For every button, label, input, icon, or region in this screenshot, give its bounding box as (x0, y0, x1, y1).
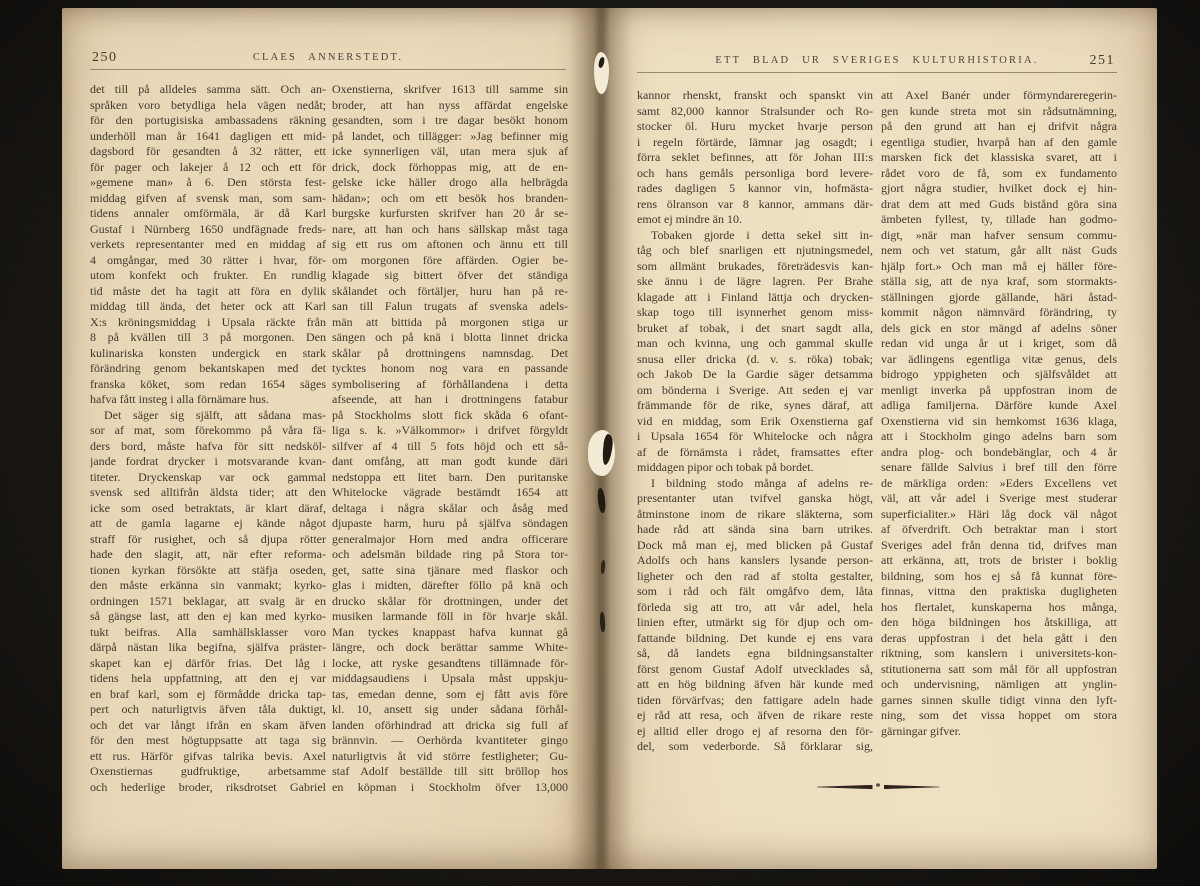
text-line: hjälp fort.» Och man må ej häller före- (881, 258, 1117, 273)
text-line: tidens hela uppfattning, att den ej var (90, 671, 326, 685)
text-line: Gustaf i Nürnberg 1650 undfägnade freds- (90, 221, 326, 236)
text-line: menligt inverka på uppfostran inom de (881, 382, 1117, 397)
left-running-title: CLAES ANNERSTEDT. (252, 52, 404, 63)
text-line: åtminstone inom de rikare släkterna, som (637, 506, 873, 521)
text-line: längre, och dock berättar samme White- (332, 640, 568, 654)
text-line: middag till ända, det heter ock att Karl (90, 299, 326, 313)
text-line: i regeln förtärde, lämnar jag osagdt; i (637, 134, 873, 149)
text-line: landen oförhindrad att dricka sig full af (332, 717, 568, 732)
text-line: kulinariska konsten undergick en stark (90, 345, 326, 360)
text-line: I bildning stodo många af adelns re- (651, 475, 873, 490)
text-line: hafva fått insteg i alla förnämare hus. (90, 392, 269, 406)
tailpiece-rule-right (884, 785, 940, 790)
text-line: tycktes honom nog vara en passande (332, 361, 568, 375)
text-line: klagade sig bittert öfver det ständiga (332, 268, 568, 282)
text-line: glas i midten, därefter föllo på knä och (332, 578, 568, 592)
text-line: ställningen gjorde gällande, häri åstad- (881, 289, 1117, 304)
text-line: för den mest högtuppsatte att taga sig (90, 733, 326, 747)
text-line: som allmänt brukades, företrädesvis kan- (637, 258, 873, 273)
text-line: gjort några studier, hvilket dock ej hin- (881, 181, 1117, 195)
text-line: »gemene man» å 6. Den största fest- (90, 175, 326, 189)
text-line: bildning, som hos ej så få kunnat före- (881, 568, 1117, 583)
text-line: Dock må man ej, med blicken på Gustaf (637, 537, 873, 552)
text-line: naturligtvis åt vid större festligheter; Gu- (332, 748, 568, 763)
text-line: ordningen 1571 beklagar, att svalg är en (90, 593, 326, 608)
text-line: Oxenstierna vid sin hemkomst 1636 klaga, (881, 413, 1117, 428)
text-line: stitutionerna satt som mål för all uppfostran (881, 661, 1117, 676)
text-line: förändring genom bekantskapen med det (90, 361, 326, 375)
text-line: sig ett rus om aftonen och ännu ett till (332, 237, 568, 251)
text-line: kl. 10, ansett sig under sådana förhål- (332, 702, 568, 716)
text-column (332, 82, 568, 795)
text-line: att erkänna, att, trots de brister i boklig (881, 553, 1117, 567)
text-line: klagade att i Finland lättja och drycken- (637, 289, 873, 304)
text-line: språken voro betydliga hela vägen nedåt; (90, 97, 326, 112)
text-line: därpå nästan lika begifna, själfva präster- (90, 640, 326, 654)
text-line: främmande för de rike, synes däraf, att (637, 398, 873, 412)
text-line: dagsbord för gesandten å 32 rätter, ett (90, 144, 326, 158)
text-line: digt, »när man hafver sensum commu- (881, 227, 1117, 242)
left-page-number: 250 (92, 50, 118, 65)
text-line: locke, att ryske gesandtens tillämnade för- (332, 655, 568, 670)
text-line: att de gamla lagarne ej kände något (90, 516, 326, 530)
text-line: rens ölranson var 8 kannor, ammans där- (637, 196, 873, 211)
text-line: ämbeten fyllest, ty, tillade han godmo- (881, 212, 1117, 226)
text-line: af öfverdrift. Och betraktar man i stort (881, 522, 1117, 536)
right-page-header (637, 53, 1117, 69)
text-column (881, 88, 1117, 739)
text-line: Adolfs och hans kanslers lysande person- (637, 553, 873, 567)
text-line: vid en middag, som Erik Oxenstierna gaf (637, 413, 873, 428)
text-line: Oxenstiernas gudfruktige, arbetsamme (90, 764, 326, 778)
text-line: var ädlingens egentliga vitæ genus, dels (881, 351, 1117, 366)
text-line: tukt beifras. Alla samhällsklasser voro (90, 624, 326, 639)
text-line: utom konfekt och frukter. En rundlig (90, 268, 326, 282)
text-line: ställa sig, att de nya kraf, som stormakts- (881, 274, 1117, 288)
text-line: skålandet och förtäljer, huru han på re- (332, 283, 568, 298)
text-line: af de förnämsta i rådet, framsattes efter (637, 444, 873, 459)
text-line: symbolisering af förhållandena i detta (332, 376, 568, 391)
text-line: förleda sig att tro, att vår adel, hela (637, 599, 873, 614)
text-line: skålar på drottningens namnsdag. Det (332, 345, 568, 360)
text-line: deras uppfostran i det hela gått i den (881, 630, 1117, 645)
text-line: sängen och på knä i blotta linnet dricka (332, 330, 568, 344)
text-line: bidrogo yppigheten och själfsvåldet att (881, 367, 1117, 381)
text-line: nare, att han och hans sällskap måst taga (332, 221, 568, 236)
right-page (600, 8, 1157, 869)
text-line: bruket af tobak, i det snart sagdt alla, (637, 320, 873, 335)
text-line: tiden förvärfvas; den fattigare adeln hade (637, 692, 873, 707)
text-line: man och kvinna, ung och gammal skulle (637, 336, 873, 350)
text-line: om morgonen före affärden. Ogier be- (332, 252, 568, 267)
text-line: 8 på kvällen till 3 på morgonen. Den (90, 330, 326, 344)
tailpiece-ornament (812, 782, 944, 792)
text-line: en köpman i Stockholm öfver 13,000 (332, 779, 568, 794)
text-line: ske ännu i de lägre lagren. Per Brahe (637, 274, 873, 288)
text-line: X:s kröningsmiddag i Upsala räckte från (90, 314, 326, 329)
text-line: middag gifven af svensk man, som sam- (90, 190, 326, 205)
text-line: Oxenstierna, skrifver 1613 till samme sin (332, 82, 568, 96)
text-line: hade råd att sända sina barn utrikes. (637, 522, 873, 536)
text-line: väl, att vår adel i Sverige mest studerar (881, 491, 1117, 505)
text-line: ej alltid eller drogo ej af resorna den för- (637, 723, 873, 738)
text-line: tionen kyrkan försökte att stäfja oseden, (90, 562, 326, 577)
text-line: nedstoppa ett litet barn. Den puritanske (332, 469, 568, 484)
text-line: det till på alldeles samma sätt. Och an- (90, 82, 326, 96)
text-line: och hans gemåls personliga bord levere- (637, 165, 873, 180)
text-line: och adelsmän bildade ring på Stora tor- (332, 547, 568, 561)
text-line: för pager och lakejer å 12 och ett för (90, 159, 326, 174)
text-line: nem och vet statum, går allt näst Guds (881, 243, 1117, 257)
text-line: och undervisning, nämligen att ynglin- (881, 677, 1117, 691)
text-line: ligheter och den rad af stolta gestalter, (637, 568, 873, 583)
text-line: de märkliga orden: »Eders Excellens vet (881, 475, 1117, 490)
text-line: snusa eller dricka (d. v. s. röka) tobak; (637, 351, 873, 366)
text-line: för den portugisiska ambassadens räkning (90, 113, 326, 127)
text-line: titeter. Dryckenskap var ock gammal (90, 469, 326, 484)
text-line: garnes sinnen skulle tidigt vinna den lyft- (881, 692, 1117, 707)
text-line: kannor rhenskt, franskt och spanskt vin (637, 88, 873, 102)
text-line: så gängse last, att den ej kan med kyrko- (90, 609, 326, 623)
text-line: hädan»; och om ett besök hos branden- (332, 190, 568, 205)
text-line: brännvin. — Oerhörda kvantiteter gingo (332, 733, 568, 747)
text-line: först genom Gustaf Adolf utvecklades så, (637, 661, 873, 676)
text-line: jande fordrat drycker i motsvarande kvan- (90, 454, 326, 468)
text-line: Det säger sig själft, att sådana mas- (104, 407, 326, 422)
text-line: tid måste det ha tagit att föra en dylik (90, 283, 326, 298)
text-line: finnas, vittna den praktiska dugligheten (881, 584, 1117, 598)
right-page-number: 251 (1089, 53, 1115, 68)
header-rule (90, 69, 566, 70)
text-line: och Jakob De la Gardie säger detsamma (637, 367, 873, 381)
text-line: på den grund att han ej drifvit några (881, 119, 1117, 133)
text-line: i Upsala 1654 för Whitelocke och några (637, 429, 873, 443)
text-line: superficialiter.» Häri låg dock väl något (881, 506, 1117, 521)
text-line: svensk sed alltifrån äldsta tider; att den (90, 485, 326, 499)
text-line: silfver af 4 till 5 fots höjd och ett så- (332, 438, 568, 453)
text-line: linien efter, utmärkt sig för djup och om- (637, 615, 873, 629)
text-line: sor af mat, som förekommo på våra fä- (90, 423, 326, 437)
text-line: drucko skålar för drottningen, under det (332, 593, 568, 608)
text-line: rades dagligen 5 kannor vin, hofmästa- (637, 181, 873, 195)
text-line: Tobaken gjorde i detta sekel sitt in- (651, 227, 873, 242)
text-line: Whitelocke vägrade bestämdt 1654 att (332, 485, 568, 499)
text-line: Sveriges adel från denna tid, drifves man (881, 537, 1117, 552)
text-line: 4 omgångar, med 30 rätter i hvar, för- (90, 252, 326, 267)
text-line: san till Falun trugats af svenska adels- (332, 299, 568, 313)
text-line: underhöll man år 1641 dagligen ett mid- (90, 128, 326, 143)
text-line: liga s. k. »Välkommor» i drifvet förgyldt (332, 423, 568, 437)
text-line: den måste erkänna sin vanmakt; kyrko- (90, 578, 326, 592)
text-line: samt 82,000 kannor Stralsunder och Ro- (637, 103, 873, 118)
text-line: middagsaudiens i Upsala måst uppskju- (332, 671, 568, 685)
text-line: den höga bildningen hos åtskilliga, att (881, 615, 1117, 629)
text-line: kommit någon nämnvärd förändring, ty (881, 305, 1117, 319)
text-line: presentanter utan tvifvel ganska högt, (637, 491, 873, 505)
text-line: skap togo till isynnerhet genom miss- (637, 305, 873, 319)
text-line: franska köket, som redan 1654 säges (90, 376, 326, 391)
text-line: pert och naturligtvis äfven tåla duktigt, (90, 702, 326, 716)
text-line: musiken larmande föll in för hvarje skål. (332, 609, 568, 623)
text-line: rådet voro de få, som ex fundamento (881, 165, 1117, 180)
text-column (90, 82, 326, 795)
text-line: fattande bildning. Det kunde ej ens vara (637, 630, 873, 645)
text-line: emot ej mindre än 10. (637, 212, 742, 226)
text-line: senare fällde Salvius i bref till den förre (881, 460, 1117, 474)
text-line: hade den slagit, att, när efter reforma- (90, 547, 326, 561)
text-line: drat dem att med Guds bistånd göra sina (881, 196, 1117, 211)
text-line: redan vid unga år ut i kriget, som då (881, 336, 1117, 350)
text-line: ett rus. Härför gifvas talrika bevis. Axel (90, 748, 326, 763)
text-line: och hederlige broder, riksdrotset Gabriel (90, 779, 326, 794)
text-line: djupaste harm, huru på själfva söndagen (332, 516, 568, 530)
text-line: staf Adolf beställde till sitt bröllop hos (332, 764, 568, 778)
text-line: ders bord, måste hafva för sitt nedsköl- (90, 438, 326, 453)
text-line: män att bittida på morgonen stiga ur (332, 314, 568, 329)
text-line: tidens annaler omförmäla, är då Karl (90, 206, 326, 220)
text-line: del, som vederborde. Så förklarar sig, (637, 739, 873, 753)
text-line: att i Stockholm gingo adelns barn som (881, 429, 1117, 443)
tailpiece-rule-left (817, 785, 873, 790)
left-page-header (90, 50, 566, 66)
text-line: marsken fick det klassiska svaret, att i (881, 150, 1117, 164)
text-line: hos flertalet, kunskaperna hos många, (881, 599, 1117, 614)
text-line: på Stockholms slott fick skåda 6 ofant- (332, 407, 568, 422)
text-line: dels gick en stor mängd af adelns söner (881, 320, 1117, 335)
text-line: att Axel Banér under förmyndareregerin- (881, 88, 1117, 102)
text-line: icke synnerligen väl, utan mera sjuk af (332, 144, 568, 158)
text-line: generalmajor Horn med andra officerare (332, 531, 568, 546)
text-line: och det var långt ifrån en skam äfven (90, 717, 326, 732)
text-line: Man tyckes knappast hafva kunnat gå (332, 624, 568, 639)
text-line: dant omfång, att man godt kunde däri (332, 454, 568, 468)
text-line: en braf karl, som ej förmådde dricka tap- (90, 686, 326, 701)
text-column (637, 88, 873, 755)
text-line: middagen pipor och tobak på bordet. (637, 460, 814, 474)
text-line: egentliga studier, hvarpå han af den gamle (881, 134, 1117, 149)
text-line: skapet kan ej därför frias. Det låg i (90, 655, 326, 670)
text-line: verkets representanter med en middag af (90, 237, 326, 251)
text-line: att en hög bildning äfven här kunde med (637, 677, 873, 691)
text-line: get, satte sina tjänare med flaskor och (332, 562, 568, 577)
text-line: så, då landets egna bildningsanstalter (637, 646, 873, 660)
left-page (62, 8, 600, 869)
text-line: gelske icke häller drogo alla helbrägda (332, 175, 568, 189)
text-line: riktning, som kanslern i universitets-kon- (881, 646, 1117, 660)
text-line: adliga familjerna. Därföre kunde Axel (881, 398, 1117, 412)
text-line: förra seklet befinnes, att för Johan III:s (637, 150, 873, 164)
header-rule (637, 72, 1117, 73)
text-line: gärningar gifver. (881, 723, 961, 738)
text-line: stocker öl. Huru mycket hvarje person (637, 119, 873, 133)
text-line: broder, att han nyss affärdat engelske (332, 97, 568, 112)
text-line: afseende, att han i drottningens fatabur (332, 392, 568, 406)
text-line: drick, dock förhoppas mig, att de en- (332, 159, 568, 174)
text-line: tåg och blef snarligen ett njutningsmedel, (637, 243, 873, 257)
text-line: ej råd att resa, och äfven de rikare reste (637, 708, 873, 722)
text-line: tas, emedan denne, som ej fått avis före (332, 686, 568, 701)
text-line: gesandten, som i tre dagar besökt honom (332, 113, 568, 127)
text-line: burgske kurfursten skrifver han 20 år se- (332, 206, 568, 220)
right-running-title: ETT BLAD UR SVERIGES KULTURHISTORIA. (715, 55, 1039, 66)
text-line: ning, som det vissa hoppet om stora (881, 708, 1117, 722)
asterisk-ornament-icon: * (875, 782, 881, 793)
text-line: andra plog- och bondebänglar, och 4 år (881, 444, 1117, 459)
text-line: deltaga i några skålar och åsåg med (332, 500, 568, 515)
text-line: gen kunde streta mot sin rådsutnämning, (881, 103, 1117, 118)
text-line: icke som osed betraktats, är klart däraf, (90, 500, 326, 515)
text-line: straff för rusighet, och så djupa rötter (90, 531, 326, 546)
text-line: på landet, och tillägger: »Jag befinner mig (332, 128, 568, 143)
text-line: om bönderna i Sverige. Att seden ej var (637, 382, 873, 397)
text-line: som i råd och fält omgåfvo dem, låta (637, 584, 873, 598)
